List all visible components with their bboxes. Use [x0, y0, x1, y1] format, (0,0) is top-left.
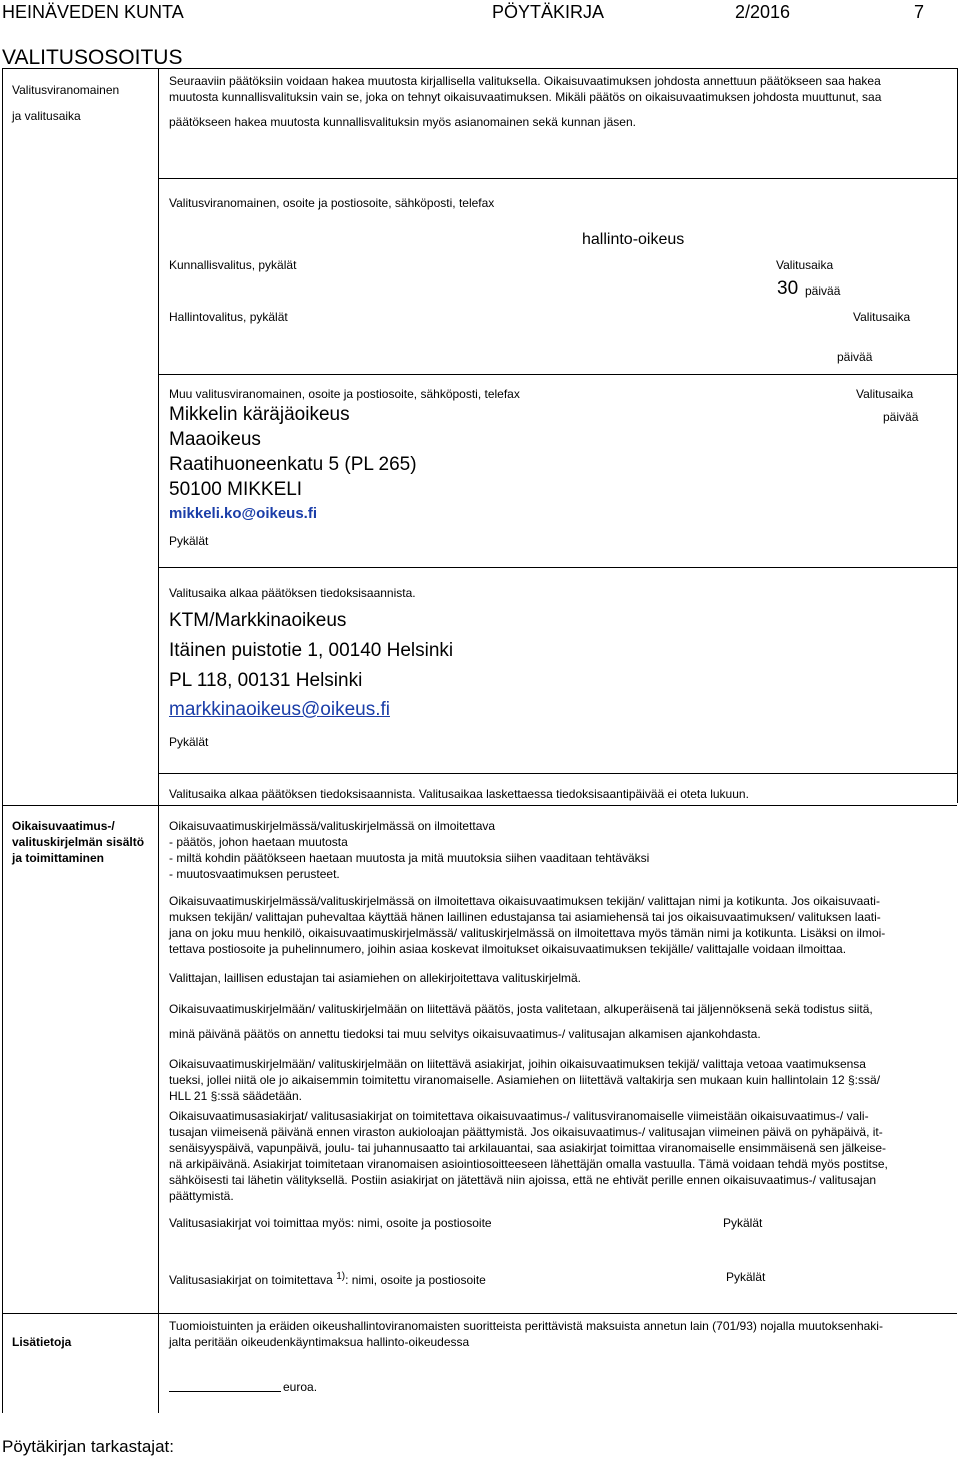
claim-p1-line-3: - miltä kohdin päätökseen haetaan muutosta ja mitä muutoksia siihen vaaditaan tehtäväksi — [169, 851, 650, 865]
left-border — [2, 68, 3, 1413]
claim-p2-line-4: tettava postiosoite ja puhelinnumero, joihin asiaa koskevat ilmoitukset oikaisuvaatimuksen tekijälle/ valittajalle voidaan ilmoittaa. — [169, 942, 847, 956]
market-start: Valitusaika alkaa päätöksen tiedoksisaannista. Valitusaikaa laskettaessa tiedoksisaantipäivää ei oteta lukuun. — [169, 787, 749, 801]
market-street: Itäinen puistotie 1, 00140 Helsinki — [169, 640, 454, 661]
days-word: päivää — [805, 284, 841, 298]
court-start: Valitusaika alkaa päätöksen tiedoksisaannista. — [169, 586, 416, 600]
divider-claim — [2, 805, 957, 806]
claim-p6-line-3: senäisyyspäivä, vapunpäivä, joulu- tai juhannusaatto tai arkilauantai, saa asiakirjat toimittaa viranomaiselle ensimmäisenä sen jälkeise- — [169, 1141, 887, 1155]
claim-p2-line-1: Oikaisuvaatimuskirjelmässä/valituskirjelmässä on ilmoitettava oikaisuvaatimuksen tekijän/ valittajan nimi ja kotikunta. Jos oikaisuvaati- — [169, 894, 880, 908]
deliver-required-pre: Valitusasiakirjat on toimitettava — [169, 1273, 333, 1287]
intro-line-2: muutosta kunnallisvalituksin vain se, joka on tehnyt oikaisuvaatimuksen. Mikäli päätös on oikaisuvaatimuksen johdosta muuttunut, saa — [169, 90, 882, 104]
market-po: PL 118, 00131 Helsinki — [169, 670, 363, 691]
claim-p6-line-2: tusajan viimeisenä päivänä ennen viraston aukioloajan päättymistä. Jos oikaisuvaatimus-/ valitusajan viimeinen päivä on pyhäpäivä, it- — [169, 1125, 883, 1139]
claim-p6-line-1: Oikaisuvaatimusasiakirjat/ valitusasiakirjat on toimitettava oikaisuvaatimus-/ valitusviranomaiselle viimeistään oikaisuvaatimus-/ vali- — [169, 1109, 869, 1123]
days-word-2: päivää — [837, 350, 873, 364]
days-number: 30 — [777, 278, 799, 299]
divider-top — [2, 68, 957, 69]
valitusaika-label-2: Valitusaika — [853, 310, 911, 324]
kunnallisvalitus-label: Kunnallisvalitus, pykälät — [169, 258, 297, 272]
header-page: 7 — [914, 2, 925, 22]
intro-line-1: Seuraaviin päätöksiin voidaan hakea muutosta kirjallisella valituksella. Oikaisuvaatimuksen johdosta annettuun päätökseen saa hakea — [169, 74, 881, 88]
claim-p3: Valittajan, laillisen edustajan tai asiamiehen on allekirjoitettava valituskirjelmä. — [169, 971, 581, 985]
deliver-other-label: Valitusasiakirjat voi toimittaa myös: nimi, osoite ja postiosoite — [169, 1216, 492, 1230]
claim-p1-line-2: - päätös, johon haetaan muutosta — [169, 835, 348, 849]
claim-p5-line-2: tueksi, jollei niitä ole jo aikaisemmin toimitettu viranomaiselle. Asiamiehen on liitettävä valtakirja sen mukaan kuin hallintolain 12 §:ssä/ — [169, 1073, 881, 1087]
extra-line-2: jalta peritään oikeudenkäyntimaksua hallinto-oikeudessa — [169, 1335, 470, 1349]
hallintovalitus-label: Hallintovalitus, pykälät — [169, 310, 288, 324]
claim-p4-line-1: Oikaisuvaatimuskirjelmään/ valituskirjelmään on liitettävä päätös, josta valitetaan, alkuperäisenä tai jäljennöksenä sekä todistus siitä, — [169, 1002, 873, 1016]
authority-label: Valitusviranomainen, osoite ja postiosoite, sähköposti, telefax — [169, 196, 495, 210]
fee-unit: euroa. — [283, 1380, 318, 1394]
court-email-link[interactable]: mikkeli.ko@oikeus.fi — [169, 505, 318, 522]
claim-p1-line-1: Oikaisuvaatimuskirjelmässä/valituskirjelmässä on ilmoitettava — [169, 819, 496, 833]
claim-p2-line-3: jana on joku muu henkilö, oikaisuvaatimuskirjelmässä/ valituskirjelmässä on ilmoitettava myös tämän nimi ja kotikunta. Lisäksi on ilmoi- — [169, 926, 886, 940]
court-city: 50100 MIKKELI — [169, 479, 303, 500]
deliver-other-pykalat: Pykälät — [723, 1216, 763, 1230]
claim-p1-line-4: - muutosvaatimuksen perusteet. — [169, 867, 340, 881]
market-pykalat: Pykälät — [169, 735, 209, 749]
fee-blank-line — [169, 1391, 281, 1392]
authority-name: hallinto-oikeus — [582, 231, 685, 248]
divider-extra — [2, 1313, 957, 1314]
header-org: HEINÄVEDEN KUNTA — [2, 2, 184, 22]
deliver-required-pykalat: Pykälät — [726, 1270, 766, 1284]
intro-line-3: päätökseen hakea muutosta kunnallisvalituksin myös asianomainen sekä kunnan jäsen. — [169, 115, 636, 129]
divider-market — [158, 773, 957, 774]
claim-p5-line-3: HLL 21 §:ssä säädetään. — [169, 1089, 302, 1103]
authority-label-1: Valitusviranomainen — [12, 83, 120, 97]
header-doc: PÖYTÄKIRJA — [492, 2, 605, 22]
market-email-link[interactable]: markkinaoikeus@oikeus.fi — [169, 699, 390, 720]
claim-section-label: Oikaisuvaatimus-/ valituskirjelmän sisältö ja toimittaminen — [12, 819, 145, 865]
claim-p2-line-2: muksen tekijän/ valittajan puhevaltaa käyttää hänen laillinen edustajansa tai asiamiehensä tai jos oikaisuvaatimuksen/ valituksen laati- — [169, 910, 881, 924]
page-title: VALITUSOSOITUS — [2, 46, 183, 69]
claim-p6-line-5: sähköisesti tai lähetin välityksellä. Postiin asiakirjat on jätettävä niin ajoissa, että ne ehtivät perille ennen oikaisuvaatimus-/ valitusajan — [169, 1173, 877, 1187]
divider-intro — [158, 178, 957, 179]
column-divider — [158, 68, 159, 1413]
authority-label-2: ja valitusaika — [12, 109, 81, 123]
other-valitusaika: Valitusaika — [856, 387, 914, 401]
court-name: Mikkelin käräjäoikeus — [169, 404, 350, 425]
header-number: 2/2016 — [735, 2, 791, 22]
extra-section-label: Lisätietoja — [12, 1335, 72, 1349]
claim-p6-line-4: nä arkipäivänä. Asiakirjat toimitetaan viranomaisen asiointiosoitteeseen lähettäjän omalla vastuulla. Tämä voidaan tehdä myös postitse, — [169, 1157, 888, 1171]
court-street: Raatihuoneenkatu 5 (PL 265) — [169, 454, 417, 475]
divider-authority — [158, 374, 957, 375]
deliver-required-post: : nimi, osoite ja postiosoite — [345, 1273, 486, 1287]
other-authority-label: Muu valitusviranomainen, osoite ja postiosoite, sähköposti, telefax — [169, 387, 520, 401]
court-dept: Maaoikeus — [169, 429, 261, 450]
other-days: päivää — [883, 410, 919, 424]
claim-p5-line-1: Oikaisuvaatimuskirjelmään/ valituskirjelmään on liitettävä asiakirjat, joihin oikaisuvaatimuksen tekijä/ valittaja vetoaa vaatimuksensa — [169, 1057, 866, 1071]
deliver-required-sup: 1) — [336, 1271, 346, 1282]
footer-reviewers: Pöytäkirjan tarkastajat: — [2, 1437, 174, 1456]
court-pykalat: Pykälät — [169, 534, 209, 548]
divider-other — [158, 567, 957, 568]
market-name: KTM/Markkinaoikeus — [169, 610, 347, 631]
claim-p6-line-6: päättymistä. — [169, 1189, 234, 1203]
deliver-required-label — [169, 1269, 486, 1288]
extra-line-1: Tuomioistuinten ja eräiden oikeushallintoviranomaisten suoritteista perittävistä maksuista annetun lain (701/93) nojalla muutoksenhaki- — [169, 1319, 883, 1333]
right-border — [957, 68, 958, 803]
valitusaika-label-1: Valitusaika — [776, 258, 834, 272]
claim-p4-line-2: minä päivänä päätös on annettu tiedoksi tai muu selvitys oikaisuvaatimus-/ valitusajan alkamisen ajankohdasta. — [169, 1027, 761, 1041]
